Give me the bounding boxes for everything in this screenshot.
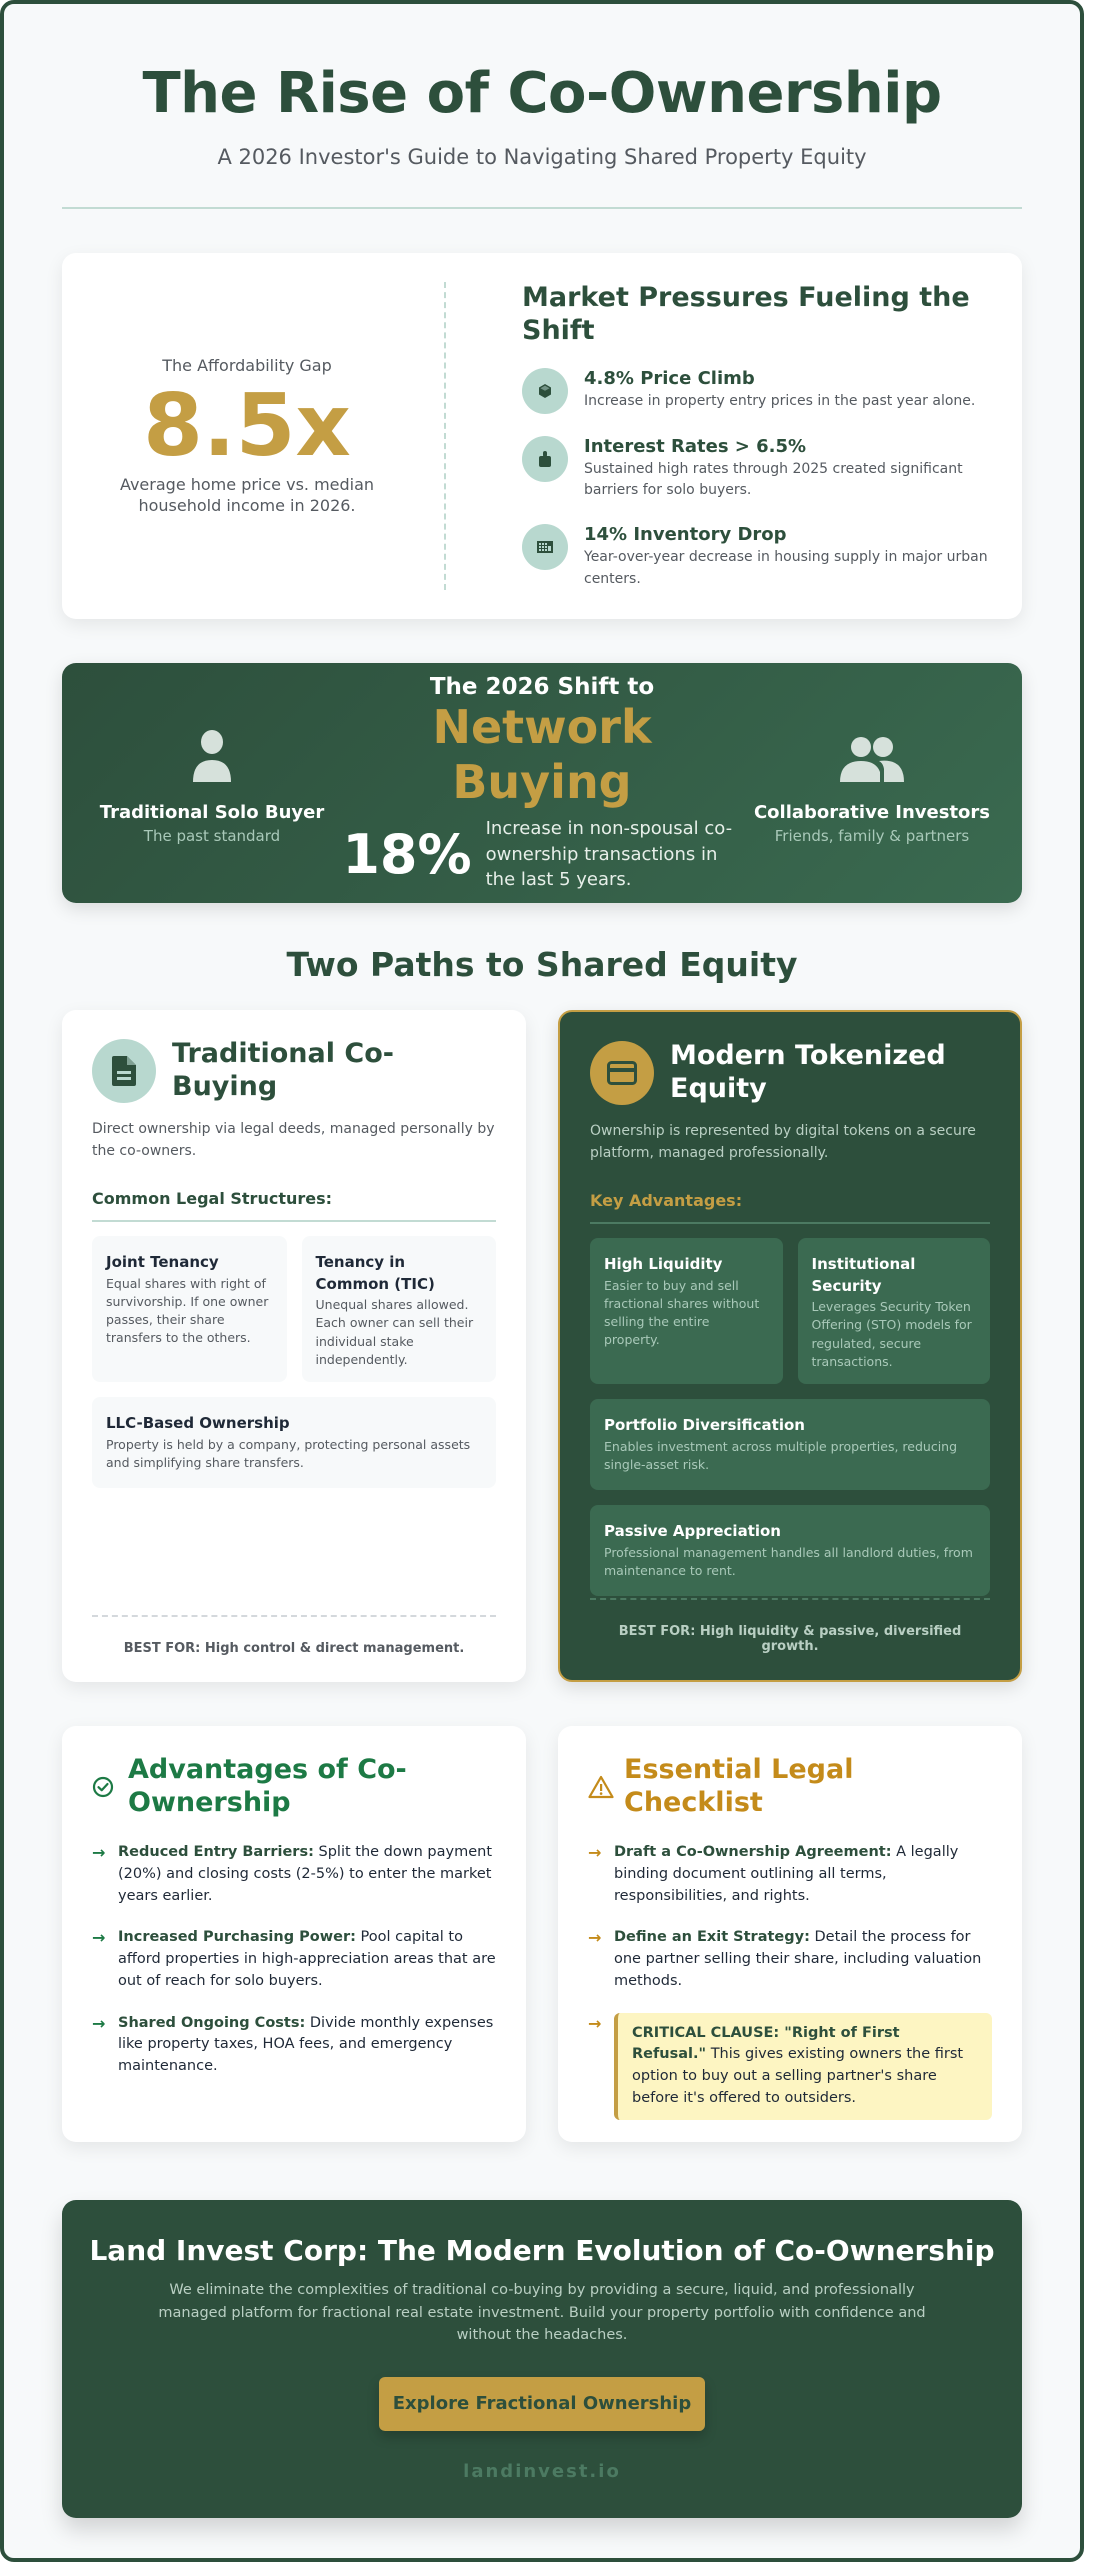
pressure-title: 4.8% Price Climb	[584, 367, 755, 389]
header-divider	[62, 207, 1022, 209]
traditional-path-card	[62, 1010, 526, 1682]
legal-checklist-card	[558, 1726, 1022, 2142]
affordability-card	[62, 253, 1022, 619]
item-heading: Define an Exit Strategy:	[614, 1929, 810, 1946]
arrow-right-icon: →	[92, 2013, 106, 2033]
legal-structures-heading: Common Legal Structures:	[92, 1189, 496, 1222]
item-text: A legally binding document outlining all terms, responsibilities, and rights.	[614, 1844, 959, 1904]
info-cards	[62, 1726, 1022, 2142]
structure-tile	[92, 1397, 496, 1488]
tile-desc: Professional management handles all landlord duties, from maintenance to rent.	[604, 1544, 973, 1578]
tile-title: Joint Tenancy	[106, 1252, 219, 1271]
solo-buyer	[82, 722, 342, 845]
arrow-right-icon: →	[588, 2013, 602, 2033]
solo-buyer-sub: The past standard	[143, 826, 281, 845]
paths-section-title: Two Paths to Shared Equity	[286, 945, 798, 985]
best-for-note: BEST FOR: High control & direct management.	[92, 1615, 496, 1656]
advantage-tile	[590, 1505, 990, 1596]
tile-title: High Liquidity	[604, 1254, 723, 1273]
advantage-item	[92, 2013, 496, 2078]
tile-title: Passive Appreciation	[604, 1521, 781, 1540]
pressure-item	[522, 368, 988, 414]
pressures-title: Market Pressures Fueling the Shift	[522, 281, 970, 346]
paths-comparison	[62, 1010, 1022, 1682]
tile-desc: Equal shares with right of survivorship. If one owner passes, their share transfers to the others.	[106, 1275, 269, 1345]
collaborative-investors	[742, 722, 1002, 845]
page-subtitle: A 2026 Investor's Guide to Navigating Shared Property Equity	[217, 145, 867, 170]
thumbs-up-icon	[522, 436, 568, 482]
website-link[interactable]: landinvest.io	[463, 2460, 621, 2482]
arrow-right-icon: →	[588, 1843, 602, 1863]
advantage-item	[92, 1927, 496, 1992]
item-text: Detail the process for one partner selling their share, including valuation methods.	[614, 1929, 982, 1989]
checklist-item	[588, 1842, 992, 1907]
pressure-item	[522, 436, 988, 502]
checklist-item-critical	[588, 2013, 992, 2120]
network-buying-banner	[62, 663, 1022, 903]
tile-title: Portfolio Diversification	[604, 1415, 805, 1434]
vertical-divider	[444, 282, 446, 590]
network-pre-title: The 2026 Shift to	[429, 673, 655, 700]
header	[62, 60, 1022, 169]
modern-title: Modern Tokenized Equity	[670, 1040, 946, 1105]
network-percentage: 18%	[342, 822, 472, 886]
cta-description: We eliminate the complexities of traditional co-buying by providing a secure, liquid, and professionally managed platform for fractional real estate investment. Build your property portfolio with confidence and without the headaches.	[158, 2282, 926, 2344]
network-title: Network Buying	[432, 699, 652, 809]
item-text: Split the down payment (20%) and closing costs (2-5%) to enter the market years earlier.	[118, 1844, 493, 1904]
pressure-title: Interest Rates > 6.5%	[584, 435, 807, 457]
network-stat	[342, 816, 742, 893]
cube-icon	[522, 368, 568, 414]
tile-title: Tenancy in Common (TIC)	[315, 1252, 435, 1293]
tile-desc: Easier to buy and sell fractional shares without selling the entire property.	[604, 1277, 760, 1347]
item-heading: CRITICAL CLAUSE: "Right of First Refusal."	[632, 2024, 900, 2063]
tile-title: Institutional Security	[811, 1254, 916, 1295]
advantage-tile	[590, 1399, 990, 1490]
page-title: The Rise of Co-Ownership	[142, 61, 942, 126]
gap-value: 8.5x	[143, 375, 351, 476]
traditional-desc: Direct ownership via legal deeds, managed personally by the co-owners.	[92, 1121, 495, 1160]
structure-tile	[92, 1236, 287, 1382]
explore-fractional-ownership-button[interactable]: Explore Fractional Ownership	[379, 2377, 705, 2431]
advantage-tile	[590, 1238, 783, 1384]
pressure-desc: Increase in property entry prices in the past year alone.	[584, 392, 976, 409]
tile-title: LLC-Based Ownership	[106, 1413, 290, 1432]
check-circle-icon	[92, 1776, 118, 1798]
item-heading: Reduced Entry Barriers:	[118, 1844, 314, 1861]
tile-desc: Unequal shares allowed. Each owner can sell their individual stake independently.	[315, 1297, 474, 1367]
item-text: Divide monthly expenses like property taxes, HOA fees, and emergency maintenance.	[118, 2014, 494, 2075]
best-for-note: BEST FOR: High liquidity & passive, diversified growth.	[590, 1598, 990, 1654]
key-advantages-heading: Key Advantages:	[590, 1191, 990, 1224]
tile-desc: Leverages Security Token Offering (STO) models for regulated, secure transactions.	[811, 1299, 972, 1369]
tile-desc: Enables investment across multiple properties, reducing single-asset risk.	[604, 1438, 958, 1472]
affordability-gap	[96, 356, 398, 517]
arrow-right-icon: →	[92, 1928, 106, 1948]
advantage-tile	[798, 1238, 991, 1384]
tile-desc: Property is held by a company, protecting personal assets and simplifying share transfers.	[106, 1436, 471, 1470]
person-icon	[82, 722, 342, 782]
market-pressures	[522, 282, 988, 591]
gap-label: The Affordability Gap	[162, 355, 332, 375]
item-heading: Increased Purchasing Power:	[118, 1929, 356, 1946]
critical-clause-callout	[614, 2013, 992, 2120]
item-text: This gives existing owners the first option to buy out a selling partner's share before it's offered to outsiders.	[632, 2046, 964, 2106]
cta-title: Land Invest Corp: The Modern Evolution of Co-Ownership	[89, 2234, 995, 2268]
document-icon	[92, 1039, 156, 1103]
advantages-card	[62, 1726, 526, 2142]
item-text: Pool capital to afford properties in high-appreciation areas that are out of reach for solo buyers.	[118, 1929, 496, 1989]
group-icon	[742, 722, 1002, 782]
building-icon	[522, 524, 568, 570]
structure-tile	[302, 1236, 497, 1382]
item-heading: Draft a Co-Ownership Agreement:	[614, 1844, 892, 1861]
gap-description: Average home price vs. median household income in 2026.	[119, 475, 375, 515]
pressure-title: 14% Inventory Drop	[584, 524, 787, 546]
legal-title: Essential Legal Checklist	[624, 1754, 854, 1819]
pressure-desc: Year-over-year decrease in housing supply in major urban centers.	[584, 549, 988, 587]
modern-desc: Ownership is represented by digital tokens on a secure platform, managed professionally.	[590, 1123, 976, 1162]
network-stat-desc: Increase in non-spousal co-ownership transactions in the last 5 years.	[485, 818, 733, 891]
arrow-right-icon: →	[588, 1928, 602, 1948]
advantages-title: Advantages of Co-Ownership	[128, 1754, 407, 1819]
advantage-item	[92, 1842, 496, 1907]
arrow-right-icon: →	[92, 1843, 106, 1863]
warning-icon	[588, 1775, 614, 1799]
item-heading: Shared Ongoing Costs:	[118, 2014, 306, 2031]
pressure-desc: Sustained high rates through 2025 created significant barriers for solo buyers.	[584, 460, 963, 499]
checklist-item	[588, 1927, 992, 1992]
pressure-item	[522, 524, 988, 590]
collab-sub: Friends, family & partners	[774, 826, 970, 845]
solo-buyer-label: Traditional Solo Buyer	[99, 801, 325, 823]
credit-card-icon	[590, 1041, 654, 1105]
cta-section	[62, 2200, 1022, 2518]
traditional-title: Traditional Co-Buying	[172, 1038, 394, 1103]
modern-path-card	[558, 1010, 1022, 1682]
collab-label: Collaborative Investors	[753, 801, 991, 823]
network-center	[342, 674, 742, 893]
